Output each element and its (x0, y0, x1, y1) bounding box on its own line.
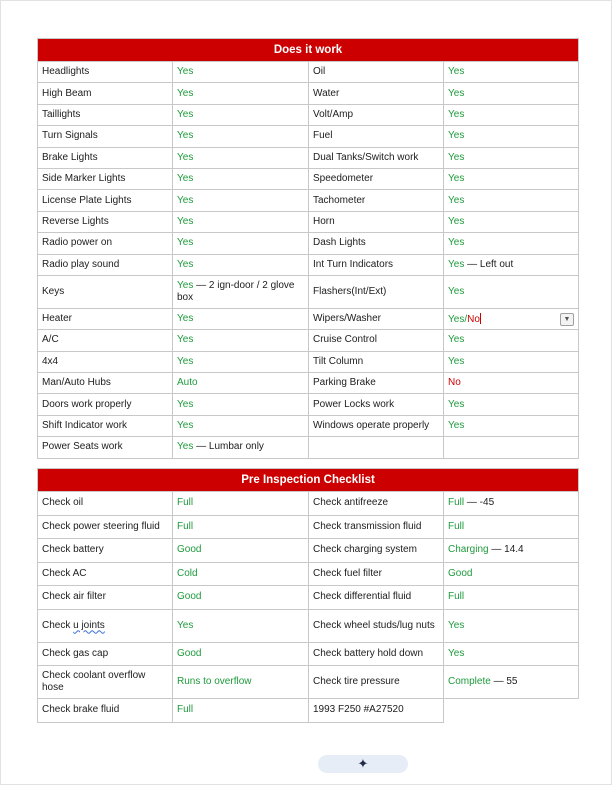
item-label: Wipers/Washer (313, 313, 381, 325)
item-label-cell[interactable] (38, 373, 173, 394)
item-label-cell[interactable] (38, 308, 173, 329)
item-label: Dual Tanks/Switch work (313, 151, 419, 163)
item-label: Shift Indicator work (42, 420, 128, 432)
sparkle-icon: ✦ (357, 756, 369, 771)
check-result: Yes (448, 647, 465, 659)
item-status-cell[interactable] (173, 62, 309, 83)
dropdown-arrow-icon[interactable]: ▼ (560, 313, 574, 326)
check-result: Yes (177, 619, 194, 631)
item-label-cell[interactable] (309, 373, 444, 394)
table-row (38, 275, 579, 308)
item-label: High Beam (42, 87, 92, 99)
item-label: Reverse Lights (42, 215, 109, 227)
item-status-cell[interactable] (173, 190, 309, 211)
item-note: — Lumbar only (193, 441, 264, 453)
item-label-cell[interactable] (38, 275, 173, 308)
item-status-cell[interactable] (173, 83, 309, 104)
check-label: Check power steering fluid (42, 520, 160, 532)
check-note: — 55 (490, 676, 518, 687)
item-status: Yes (448, 215, 465, 227)
check-result-cell[interactable] (173, 562, 309, 586)
item-status-cell[interactable] (444, 275, 579, 308)
item-label: Dash Lights (313, 237, 366, 249)
item-label-cell[interactable] (309, 415, 444, 436)
check-result: Good (177, 544, 202, 556)
item-status: Yes (177, 108, 194, 120)
item-label-cell[interactable] (38, 351, 173, 372)
item-status: Yes (448, 173, 465, 185)
item-status: Yes (177, 66, 194, 78)
check-label-cell[interactable] (38, 515, 173, 539)
check-label-cell[interactable] (38, 539, 173, 563)
item-label: Power Seats work (42, 441, 123, 453)
item-status-cell[interactable] (173, 308, 309, 329)
item-label-cell[interactable] (38, 83, 173, 104)
item-label-cell[interactable] (38, 330, 173, 351)
table-row (38, 373, 579, 394)
check-label-cell[interactable] (38, 562, 173, 586)
item-status-cell[interactable] (173, 168, 309, 189)
item-status-cell[interactable] (173, 373, 309, 394)
item-status: Yes (448, 398, 465, 410)
item-status: Yes (177, 215, 194, 227)
item-status: Yes (177, 194, 194, 206)
item-status-cell[interactable] (173, 330, 309, 351)
table-row (38, 233, 579, 254)
item-status: Yes/ (448, 313, 468, 325)
item-status-cell[interactable] (444, 437, 579, 458)
check-result-cell[interactable] (173, 515, 309, 539)
check-label-cell[interactable] (38, 609, 173, 642)
item-status-cell[interactable] (444, 330, 579, 351)
item-status: Yes (177, 237, 194, 249)
item-status: Yes (177, 151, 194, 163)
item-label: Windows operate properly (313, 420, 430, 432)
item-status-cell[interactable] (173, 104, 309, 125)
text-cursor (480, 313, 481, 324)
check-label-cell[interactable] (38, 699, 173, 723)
check-label: Check battery hold down (313, 647, 424, 659)
section-title: Pre Inspection Checklist (38, 469, 579, 492)
item-status-cell[interactable] (444, 308, 579, 329)
check-label: Check brake fluid (42, 704, 120, 716)
item-status: Yes (177, 355, 194, 367)
check-result-cell[interactable] (173, 609, 309, 642)
item-status-cell[interactable] (444, 190, 579, 211)
section-title: Does it work (38, 39, 579, 62)
check-result: Full (448, 591, 465, 603)
item-label-cell[interactable] (309, 254, 444, 275)
table-row (38, 62, 579, 83)
table-row (38, 190, 579, 211)
check-label: Check antifreeze (313, 497, 389, 509)
item-label-cell[interactable] (38, 233, 173, 254)
item-status: No (448, 377, 461, 389)
item-status-cell[interactable] (173, 211, 309, 232)
item-label-cell[interactable] (309, 330, 444, 351)
check-result: Charging (448, 544, 489, 556)
item-note: — Left out (464, 258, 514, 270)
item-status-cell[interactable] (444, 254, 579, 275)
table-row (38, 168, 579, 189)
check-label: Check (42, 619, 74, 631)
item-label: Man/Auto Hubs (42, 377, 111, 389)
item-label: Tachometer (313, 194, 366, 206)
item-status: Yes (448, 108, 465, 120)
item-status-cell[interactable] (173, 394, 309, 415)
check-result-cell[interactable] (444, 666, 579, 699)
item-status-cell[interactable] (173, 126, 309, 147)
item-status-cell[interactable] (444, 147, 579, 168)
item-label: Turn Signals (42, 130, 98, 142)
item-label-cell[interactable] (309, 308, 444, 329)
item-label-cell[interactable] (38, 126, 173, 147)
check-result: Good (177, 591, 202, 603)
item-status: Yes (448, 355, 465, 367)
item-status-cell[interactable] (444, 168, 579, 189)
item-label-cell[interactable] (309, 104, 444, 125)
check-result-cell[interactable] (444, 609, 579, 642)
item-status: Yes (448, 237, 465, 249)
table-row (38, 308, 579, 329)
item-note: — 2 ign-door / 2 glove box (177, 279, 295, 303)
pre-inspection-table (37, 468, 579, 723)
item-label: Parking Brake (313, 377, 376, 389)
item-status-cell[interactable] (444, 83, 579, 104)
item-status: Yes (448, 130, 465, 142)
table-row (38, 492, 579, 516)
item-status: Yes (177, 313, 194, 325)
item-label: Int Turn Indicators (313, 258, 394, 270)
item-status-cell[interactable] (444, 415, 579, 436)
item-status-alt: No (467, 313, 480, 325)
item-status: Yes (448, 66, 465, 78)
check-result-cell[interactable] (173, 699, 309, 723)
item-label-cell[interactable] (38, 437, 173, 458)
check-result-cell[interactable] (173, 586, 309, 610)
item-status-cell[interactable] (444, 394, 579, 415)
item-status: Yes (448, 258, 465, 270)
item-status: Yes (177, 420, 194, 432)
item-status: Yes (448, 334, 465, 346)
table-row (38, 539, 579, 563)
item-status: Yes (177, 173, 194, 185)
check-result: Runs to overflow (177, 676, 252, 687)
check-label-cell[interactable] (309, 699, 444, 723)
check-result-cell[interactable] (444, 562, 579, 586)
item-status: Yes (177, 334, 194, 346)
item-label: Heater (42, 313, 73, 325)
item-status-cell[interactable] (444, 351, 579, 372)
item-status-cell[interactable] (444, 104, 579, 125)
check-note: — 14.4 (488, 544, 524, 556)
check-label-cell[interactable] (38, 492, 173, 516)
item-status-cell[interactable] (173, 275, 309, 308)
table-row (38, 83, 579, 104)
item-label-cell[interactable] (38, 168, 173, 189)
table-row (38, 211, 579, 232)
item-status: Auto (177, 377, 198, 389)
check-label-cell[interactable] (38, 666, 173, 699)
item-label: Radio play sound (42, 258, 120, 270)
check-result-cell[interactable] (444, 539, 579, 563)
item-status-cell[interactable] (173, 147, 309, 168)
item-label-cell[interactable] (38, 254, 173, 275)
item-label: Volt/Amp (313, 108, 354, 120)
check-label-cell[interactable] (309, 492, 444, 516)
check-label: Check gas cap (42, 647, 109, 659)
item-status-cell[interactable] (173, 437, 309, 458)
check-result-cell[interactable] (444, 492, 579, 516)
item-label: Taillights (42, 108, 81, 120)
item-label: Radio power on (42, 237, 113, 249)
table-row (38, 562, 579, 586)
item-label: License Plate Lights (42, 194, 132, 206)
item-label-cell[interactable] (38, 190, 173, 211)
check-label-cell[interactable] (309, 609, 444, 642)
check-result-cell[interactable] (444, 586, 579, 610)
item-status: Yes (177, 130, 194, 142)
check-label: Check AC (42, 567, 87, 579)
item-label-cell[interactable] (309, 233, 444, 254)
item-status: Yes (177, 87, 194, 99)
check-label-cell[interactable] (309, 642, 444, 666)
item-label-cell[interactable] (309, 62, 444, 83)
check-label-cell[interactable] (309, 539, 444, 563)
table-row (38, 147, 579, 168)
empty-cell (444, 699, 579, 723)
table-row (38, 666, 579, 699)
check-result: Cold (177, 567, 198, 579)
table-row (38, 351, 579, 372)
table-row (38, 415, 579, 436)
check-label: Check coolant overflow hose (42, 670, 146, 693)
check-label: Check battery (42, 544, 104, 556)
item-label: Keys (42, 285, 65, 297)
item-status: Yes (177, 258, 194, 270)
item-status: Yes (177, 398, 194, 410)
item-status-cell[interactable] (444, 211, 579, 232)
item-label: Doors work properly (42, 398, 132, 410)
table-row (38, 254, 579, 275)
table-row (38, 699, 579, 723)
check-result-cell[interactable] (444, 515, 579, 539)
check-label: 1993 F250 #A27520 (313, 704, 404, 716)
check-label: Check air filter (42, 591, 106, 603)
item-label-cell[interactable] (38, 62, 173, 83)
check-note: — -45 (464, 497, 495, 509)
check-label: Check fuel filter (313, 567, 382, 579)
item-label-cell[interactable] (309, 168, 444, 189)
item-status: Yes (448, 87, 465, 99)
item-label-cell[interactable] (309, 190, 444, 211)
item-label-cell[interactable] (38, 211, 173, 232)
item-label-cell[interactable] (309, 275, 444, 308)
item-label-cell[interactable] (38, 394, 173, 415)
item-label: Speedometer (313, 173, 374, 185)
item-label-cell[interactable] (38, 415, 173, 436)
item-label: Power Locks work (313, 398, 395, 410)
check-result: Full (448, 497, 465, 509)
item-label: Tilt Column (313, 355, 364, 367)
check-result: Good (177, 647, 202, 659)
check-result: Full (177, 704, 194, 716)
does-it-work-table (37, 38, 579, 459)
item-label: A/C (42, 334, 59, 346)
check-result-cell[interactable] (173, 492, 309, 516)
item-label-cell[interactable] (38, 104, 173, 125)
check-result: Full (448, 520, 465, 532)
item-status-cell[interactable] (173, 351, 309, 372)
item-status-cell[interactable] (173, 233, 309, 254)
check-label: Check charging system (313, 544, 417, 556)
check-result: Yes (448, 619, 465, 631)
check-label-cell[interactable] (309, 586, 444, 610)
table-row (38, 330, 579, 351)
item-label-cell[interactable] (309, 437, 444, 458)
item-label: Headlights (42, 66, 90, 78)
item-status: Yes (448, 194, 465, 206)
item-label-cell[interactable] (309, 147, 444, 168)
item-status: Yes (448, 151, 465, 163)
item-label: Brake Lights (42, 151, 98, 163)
item-label: Side Marker Lights (42, 173, 126, 185)
check-label-cell[interactable] (309, 562, 444, 586)
check-label-cell[interactable] (309, 515, 444, 539)
item-status-cell[interactable] (444, 62, 579, 83)
table-row (38, 515, 579, 539)
item-status: Yes (177, 441, 194, 453)
check-result: Complete (448, 676, 491, 687)
check-result-cell[interactable] (444, 642, 579, 666)
table-row (38, 586, 579, 610)
check-result-cell[interactable] (173, 642, 309, 666)
item-status: Yes (448, 285, 465, 297)
explore-button[interactable] (318, 755, 408, 773)
table-row (38, 104, 579, 125)
item-status-cell[interactable] (444, 373, 579, 394)
check-label: Check differential fluid (313, 591, 412, 603)
check-label: Check wheel studs/lug nuts (313, 619, 435, 631)
item-label-cell[interactable] (309, 211, 444, 232)
check-label-cell[interactable] (38, 586, 173, 610)
item-status-cell[interactable] (444, 126, 579, 147)
item-label-cell[interactable] (309, 351, 444, 372)
check-label: Check oil (42, 497, 84, 509)
check-result-cell[interactable] (173, 539, 309, 563)
table-row (38, 437, 579, 458)
item-status-cell[interactable] (444, 233, 579, 254)
item-label: Fuel (313, 130, 333, 142)
item-status-cell[interactable] (173, 415, 309, 436)
item-status-cell[interactable] (173, 254, 309, 275)
item-label: Water (313, 87, 340, 99)
item-label-cell[interactable] (309, 394, 444, 415)
item-label-cell[interactable] (309, 126, 444, 147)
check-label-cell[interactable] (38, 642, 173, 666)
check-label-cell[interactable] (309, 666, 444, 699)
check-result: Full (177, 497, 194, 509)
item-label-cell[interactable] (38, 147, 173, 168)
item-label: 4x4 (42, 355, 59, 367)
item-label-cell[interactable] (309, 83, 444, 104)
item-label: Horn (313, 215, 335, 227)
check-label: Check tire pressure (313, 676, 400, 687)
table-row (38, 394, 579, 415)
item-label: Oil (313, 66, 326, 78)
table-row (38, 126, 579, 147)
check-label-underlined: u joints (73, 619, 105, 631)
check-result: Full (177, 520, 194, 532)
check-result: Good (448, 567, 473, 579)
item-label: Cruise Control (313, 334, 377, 346)
check-label: Check transmission fluid (313, 520, 422, 532)
item-status: Yes (177, 279, 194, 291)
item-status: Yes (448, 420, 465, 432)
table-row (38, 609, 579, 642)
check-result-cell[interactable] (173, 666, 309, 699)
table-row (38, 642, 579, 666)
item-label: Flashers(Int/Ext) (313, 285, 387, 297)
